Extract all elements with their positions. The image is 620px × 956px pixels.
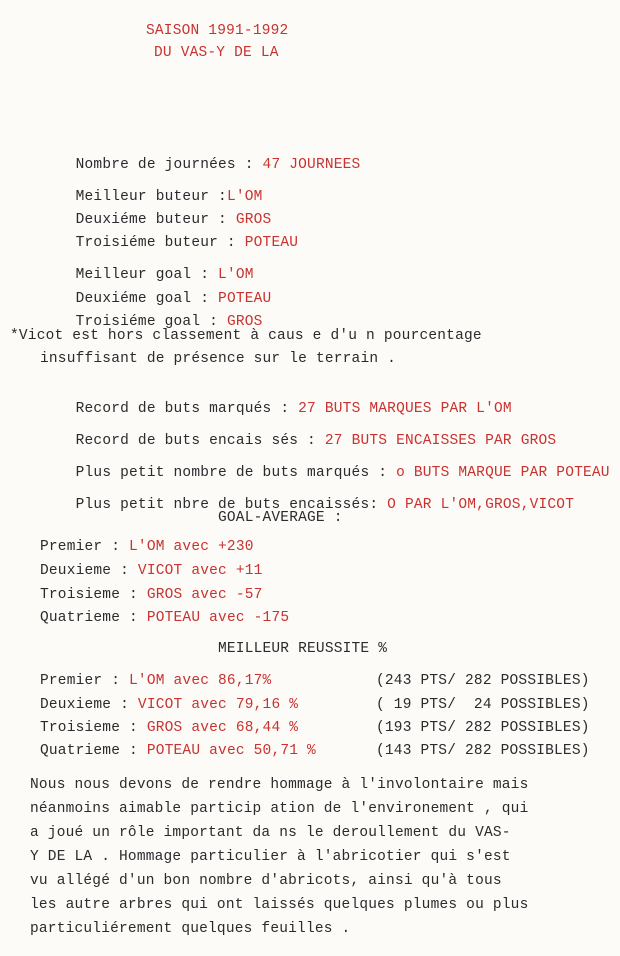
goal1-value: L'OM xyxy=(218,267,254,283)
reussite-heading: MEILLEUR REUSSITE % xyxy=(218,641,388,657)
buteur3-value: POTEAU xyxy=(244,235,299,251)
goal1-label: Meilleur goal : xyxy=(75,267,219,283)
hommage-line: Nous nous devons de rendre hommage à l'involontaire mais xyxy=(30,777,529,793)
reussite-points: ( 19 PTS/ 24 POSSIBLES) xyxy=(376,697,590,713)
record-1-label: Record de buts marqués : xyxy=(75,401,299,417)
reussite-points: (143 PTS/ 282 POSSIBLES) xyxy=(376,743,590,759)
season-subtitle: DU VAS-Y DE LA xyxy=(154,45,279,61)
hommage-line: a joué un rôle important da ns le deroullement du VAS- xyxy=(30,825,511,841)
buteur1-label: Meilleur buteur : xyxy=(75,189,227,205)
goal-average-row xyxy=(40,609,289,627)
note-line-1: *Vicot est hors classement à caus e d'u n pourcentage xyxy=(10,328,482,344)
reussite-points: (193 PTS/ 282 POSSIBLES) xyxy=(376,720,590,736)
record-3-value: o BUTS MARQUE PAR POTEAU xyxy=(396,465,610,481)
buteur2-label: Deuxiéme buteur : xyxy=(75,212,236,228)
goal-average-value: L'OM avec +230 xyxy=(129,539,254,555)
hommage-line: néanmoins aimable particip ation de l'environement , qui xyxy=(30,801,529,817)
reussite-rank: Premier : xyxy=(40,673,130,689)
goal-average-value: POTEAU avec -175 xyxy=(146,610,290,626)
goal-average-row xyxy=(40,586,263,604)
journees-label: Nombre de journées : xyxy=(75,157,263,173)
reussite-row xyxy=(40,696,298,714)
record-1-value: 27 BUTS MARQUES PAR L'OM xyxy=(298,401,512,417)
goal-average-row xyxy=(40,562,263,580)
goal3-label: Troisiéme goal : xyxy=(75,314,227,330)
reussite-value: POTEAU avec 50,71 % xyxy=(146,743,316,759)
buteur1-value: L'OM xyxy=(226,189,263,205)
goal-average-rank: Quatrieme : xyxy=(40,610,147,626)
reussite-rank: Deuxieme : xyxy=(40,697,138,713)
record-3-label: Plus petit nombre de buts marqués : xyxy=(75,465,397,481)
reussite-points: (243 PTS/ 282 POSSIBLES) xyxy=(376,673,590,689)
hommage-line: vu allégé d'un bon nombre d'abricots, ainsi qu'à tous xyxy=(30,873,502,889)
goal2-value: POTEAU xyxy=(218,291,272,307)
goal2-label: Deuxiéme goal : xyxy=(75,291,219,307)
hommage-line: les autre arbres qui ont laissés quelques plumes ou plus xyxy=(30,897,529,913)
reussite-rank: Quatrieme : xyxy=(40,743,147,759)
hommage-line: Y DE LA . Hommage particulier à l'abricotier qui s'est xyxy=(30,849,511,865)
record-2-label: Record de buts encais sés : xyxy=(75,433,325,449)
journees-value: 47 JOURNEES xyxy=(262,157,361,173)
goal-average-value: VICOT avec +11 xyxy=(137,563,263,579)
goal-average-row xyxy=(40,538,254,556)
record-4-value: O PAR L'OM,GROS,VICOT xyxy=(387,497,575,513)
reussite-value: VICOT avec 79,16 % xyxy=(137,697,299,713)
goal-average-rank: Deuxieme : xyxy=(40,563,138,579)
goal3-value: GROS xyxy=(226,314,263,330)
reussite-value: GROS avec 68,44 % xyxy=(146,720,299,736)
reussite-row xyxy=(40,672,271,690)
season-title: SAISON 1991-1992 xyxy=(146,23,289,39)
buteur2-value: GROS xyxy=(235,212,272,228)
reussite-row xyxy=(40,742,316,760)
reussite-value: L'OM avec 86,17% xyxy=(129,673,272,689)
reussite-row xyxy=(40,719,298,737)
goal-average-rank: Premier : xyxy=(40,539,130,555)
goal-average-value: GROS avec -57 xyxy=(146,587,263,603)
goal-average-rank: Troisieme : xyxy=(40,587,147,603)
note-line-2: insuffisant de présence sur le terrain . xyxy=(40,351,397,367)
goal-average-heading: GOAL-AVERAGE : xyxy=(218,510,343,526)
record-2-value: 27 BUTS ENCAISSES PAR GROS xyxy=(324,433,557,449)
record-4-label: Plus petit nbre de buts encaissés: xyxy=(75,497,388,513)
hommage-line: particuliérement quelques feuilles . xyxy=(30,921,351,937)
buteur3-label: Troisiéme buteur : xyxy=(75,235,245,251)
reussite-rank: Troisieme : xyxy=(40,720,147,736)
